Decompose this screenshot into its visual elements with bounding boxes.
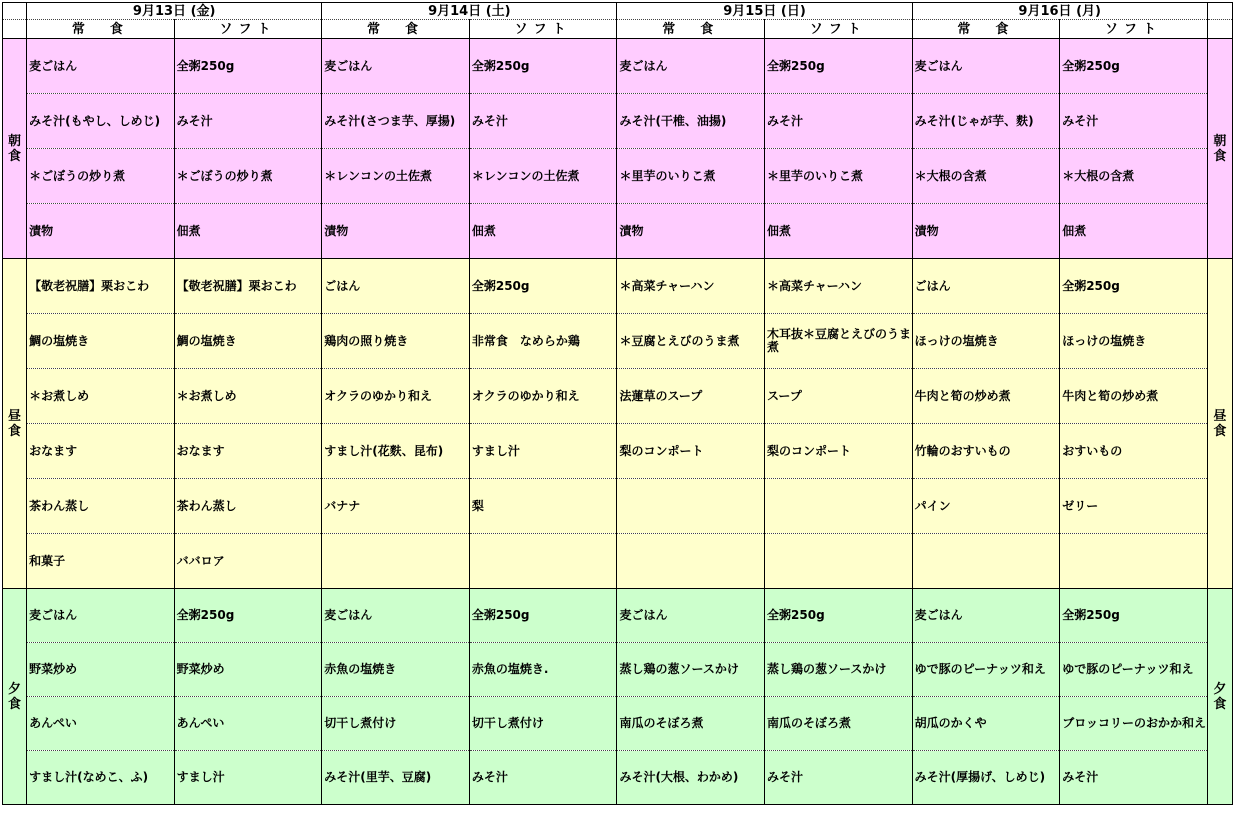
menu-cell: みそ汁 bbox=[174, 94, 322, 149]
menu-cell: みそ汁 bbox=[469, 751, 617, 805]
menu-cell: すまし汁(花麩、昆布) bbox=[322, 424, 470, 479]
corner-cell bbox=[1207, 20, 1232, 39]
menu-cell: 法蓮草のスープ bbox=[617, 369, 765, 424]
meal-menu-table bbox=[2, 2, 1233, 805]
menu-cell: ＊里芋のいりこ煮 bbox=[617, 149, 765, 204]
menu-cell: 全粥250g bbox=[1060, 39, 1208, 94]
menu-cell: みそ汁(もやし、しめじ) bbox=[27, 94, 175, 149]
menu-cell: みそ汁(さつま芋、厚揚) bbox=[322, 94, 470, 149]
menu-cell: ＊お煮しめ bbox=[27, 369, 175, 424]
menu-cell: 牛肉と筍の炒め煮 bbox=[1060, 369, 1208, 424]
menu-cell: 全粥250g bbox=[765, 589, 913, 643]
menu-cell: 胡瓜のかくや bbox=[912, 697, 1060, 751]
menu-cell: 南瓜のそぼろ煮 bbox=[765, 697, 913, 751]
lunch-row bbox=[3, 479, 1233, 534]
dinner-label-right: 夕 食 bbox=[1207, 589, 1232, 805]
menu-cell: 漬物 bbox=[912, 204, 1060, 259]
breakfast-label-left: 朝 食 bbox=[3, 39, 27, 259]
menu-cell: 全粥250g bbox=[174, 39, 322, 94]
menu-cell: 牛肉と筍の炒め煮 bbox=[912, 369, 1060, 424]
menu-cell: 茶わん蒸し bbox=[174, 479, 322, 534]
menu-cell: 鶏肉の照り焼き bbox=[322, 314, 470, 369]
menu-cell: 麦ごはん bbox=[27, 39, 175, 94]
breakfast-row bbox=[3, 94, 1233, 149]
menu-cell: 蒸し鶏の葱ソースかけ bbox=[765, 643, 913, 697]
regular-diet-header: 常 食 bbox=[912, 20, 1060, 39]
menu-cell: みそ汁 bbox=[765, 751, 913, 805]
dinner-row bbox=[3, 589, 1233, 643]
menu-cell bbox=[469, 534, 617, 589]
menu-cell: ＊レンコンの土佐煮 bbox=[469, 149, 617, 204]
breakfast-row bbox=[3, 149, 1233, 204]
menu-cell: ＊高菜チャーハン bbox=[617, 259, 765, 314]
menu-cell: ゼリー bbox=[1060, 479, 1208, 534]
menu-cell: 梨 bbox=[469, 479, 617, 534]
date-header-row bbox=[3, 3, 1233, 20]
menu-cell: 木耳抜＊豆腐とえびのうま煮 bbox=[765, 314, 913, 369]
date-header: 9月13日 (金) bbox=[27, 3, 322, 20]
menu-cell: ゆで豚のピーナッツ和え bbox=[1060, 643, 1208, 697]
menu-cell: みそ汁(厚揚げ、しめじ) bbox=[912, 751, 1060, 805]
menu-cell: ＊里芋のいりこ煮 bbox=[765, 149, 913, 204]
menu-cell bbox=[765, 479, 913, 534]
menu-cell: ＊大根の含煮 bbox=[1060, 149, 1208, 204]
menu-cell: ＊ごぼうの炒り煮 bbox=[174, 149, 322, 204]
menu-cell: 全粥250g bbox=[1060, 259, 1208, 314]
lunch-row bbox=[3, 259, 1233, 314]
breakfast-row bbox=[3, 39, 1233, 94]
soft-diet-header: ソフト bbox=[174, 20, 322, 39]
menu-cell: 麦ごはん bbox=[912, 39, 1060, 94]
menu-cell: 梨のコンポート bbox=[617, 424, 765, 479]
menu-cell: ＊お煮しめ bbox=[174, 369, 322, 424]
regular-diet-header: 常 食 bbox=[617, 20, 765, 39]
dinner-row bbox=[3, 751, 1233, 805]
corner-cell bbox=[1207, 3, 1232, 20]
menu-cell: 切干し煮付け bbox=[322, 697, 470, 751]
menu-cell bbox=[765, 534, 913, 589]
menu-cell bbox=[912, 534, 1060, 589]
lunch-label-left: 昼 食 bbox=[3, 259, 27, 589]
menu-cell: 茶わん蒸し bbox=[27, 479, 175, 534]
menu-cell: 全粥250g bbox=[1060, 589, 1208, 643]
menu-cell: みそ汁(じゃが芋、麩) bbox=[912, 94, 1060, 149]
menu-cell: ババロア bbox=[174, 534, 322, 589]
menu-cell: 漬物 bbox=[27, 204, 175, 259]
soft-diet-header: ソフト bbox=[469, 20, 617, 39]
breakfast-row bbox=[3, 204, 1233, 259]
menu-cell: おすいもの bbox=[1060, 424, 1208, 479]
menu-cell: 竹輪のおすいもの bbox=[912, 424, 1060, 479]
dinner-label-left: 夕 食 bbox=[3, 589, 27, 805]
corner-cell bbox=[3, 3, 27, 20]
lunch-row bbox=[3, 314, 1233, 369]
menu-cell bbox=[1060, 534, 1208, 589]
menu-cell: 【敬老祝膳】栗おこわ bbox=[27, 259, 175, 314]
menu-cell: ほっけの塩焼き bbox=[1060, 314, 1208, 369]
menu-cell: ＊ごぼうの炒り煮 bbox=[27, 149, 175, 204]
menu-cell: 漬物 bbox=[322, 204, 470, 259]
menu-cell: 麦ごはん bbox=[27, 589, 175, 643]
regular-diet-header: 常 食 bbox=[27, 20, 175, 39]
menu-cell: バナナ bbox=[322, 479, 470, 534]
date-header: 9月16日 (月) bbox=[912, 3, 1207, 20]
regular-diet-header: 常 食 bbox=[322, 20, 470, 39]
menu-cell: 鯛の塩焼き bbox=[27, 314, 175, 369]
menu-cell: 麦ごはん bbox=[617, 589, 765, 643]
menu-cell: 赤魚の塩焼き. bbox=[469, 643, 617, 697]
soft-diet-header: ソフト bbox=[1060, 20, 1208, 39]
menu-cell: 【敬老祝膳】栗おこわ bbox=[174, 259, 322, 314]
date-header: 9月15日 (日) bbox=[617, 3, 912, 20]
menu-cell: 和菓子 bbox=[27, 534, 175, 589]
menu-cell: オクラのゆかり和え bbox=[469, 369, 617, 424]
menu-cell: 全粥250g bbox=[469, 259, 617, 314]
menu-cell: 野菜炒め bbox=[27, 643, 175, 697]
menu-cell: 全粥250g bbox=[174, 589, 322, 643]
menu-cell: ほっけの塩焼き bbox=[912, 314, 1060, 369]
menu-cell: オクラのゆかり和え bbox=[322, 369, 470, 424]
soft-diet-header: ソフト bbox=[765, 20, 913, 39]
menu-cell: 南瓜のそぼろ煮 bbox=[617, 697, 765, 751]
menu-cell: 麦ごはん bbox=[322, 39, 470, 94]
dinner-row bbox=[3, 643, 1233, 697]
date-header: 9月14日 (土) bbox=[322, 3, 617, 20]
menu-cell: すまし汁 bbox=[174, 751, 322, 805]
menu-cell: ごはん bbox=[322, 259, 470, 314]
breakfast-label-right: 朝 食 bbox=[1207, 39, 1232, 259]
menu-cell: 切干し煮付け bbox=[469, 697, 617, 751]
menu-cell: 全粥250g bbox=[469, 589, 617, 643]
menu-cell: ＊レンコンの土佐煮 bbox=[322, 149, 470, 204]
lunch-row bbox=[3, 534, 1233, 589]
diet-type-header-row bbox=[3, 20, 1233, 39]
menu-cell: みそ汁 bbox=[1060, 751, 1208, 805]
menu-cell: みそ汁 bbox=[469, 94, 617, 149]
menu-cell: 佃煮 bbox=[1060, 204, 1208, 259]
menu-cell: あんぺい bbox=[27, 697, 175, 751]
lunch-label-right: 昼 食 bbox=[1207, 259, 1232, 589]
menu-cell: みそ汁(大根、わかめ) bbox=[617, 751, 765, 805]
menu-cell: 漬物 bbox=[617, 204, 765, 259]
menu-cell: 麦ごはん bbox=[912, 589, 1060, 643]
menu-cell: パイン bbox=[912, 479, 1060, 534]
menu-cell: 佃煮 bbox=[469, 204, 617, 259]
menu-cell: みそ汁(干椎、油揚) bbox=[617, 94, 765, 149]
corner-cell bbox=[3, 20, 27, 39]
menu-cell bbox=[617, 479, 765, 534]
menu-cell: 鯛の塩焼き bbox=[174, 314, 322, 369]
menu-cell bbox=[322, 534, 470, 589]
menu-cell: ＊大根の含煮 bbox=[912, 149, 1060, 204]
menu-cell: 全粥250g bbox=[469, 39, 617, 94]
menu-cell: 麦ごはん bbox=[322, 589, 470, 643]
menu-cell: すまし汁(なめこ、ふ) bbox=[27, 751, 175, 805]
menu-cell: 蒸し鶏の葱ソースかけ bbox=[617, 643, 765, 697]
menu-cell: ブロッコリーのおかか和え bbox=[1060, 697, 1208, 751]
menu-cell: 全粥250g bbox=[765, 39, 913, 94]
menu-cell: 野菜炒め bbox=[174, 643, 322, 697]
menu-cell: すまし汁 bbox=[469, 424, 617, 479]
menu-cell: ごはん bbox=[912, 259, 1060, 314]
menu-cell: 赤魚の塩焼き bbox=[322, 643, 470, 697]
menu-cell: ゆで豚のピーナッツ和え bbox=[912, 643, 1060, 697]
menu-cell bbox=[617, 534, 765, 589]
menu-cell: スープ bbox=[765, 369, 913, 424]
menu-cell: おなます bbox=[174, 424, 322, 479]
lunch-row bbox=[3, 424, 1233, 479]
menu-cell: ＊豆腐とえびのうま煮 bbox=[617, 314, 765, 369]
menu-cell: 麦ごはん bbox=[617, 39, 765, 94]
dinner-row bbox=[3, 697, 1233, 751]
menu-cell: 佃煮 bbox=[765, 204, 913, 259]
menu-cell: 佃煮 bbox=[174, 204, 322, 259]
menu-cell: みそ汁 bbox=[1060, 94, 1208, 149]
lunch-row bbox=[3, 369, 1233, 424]
menu-cell: ＊高菜チャーハン bbox=[765, 259, 913, 314]
menu-cell: みそ汁(里芋、豆腐) bbox=[322, 751, 470, 805]
menu-cell: 梨のコンポート bbox=[765, 424, 913, 479]
menu-cell: みそ汁 bbox=[765, 94, 913, 149]
menu-cell: あんぺい bbox=[174, 697, 322, 751]
menu-cell: 非常食 なめらか鶏 bbox=[469, 314, 617, 369]
menu-cell: おなます bbox=[27, 424, 175, 479]
